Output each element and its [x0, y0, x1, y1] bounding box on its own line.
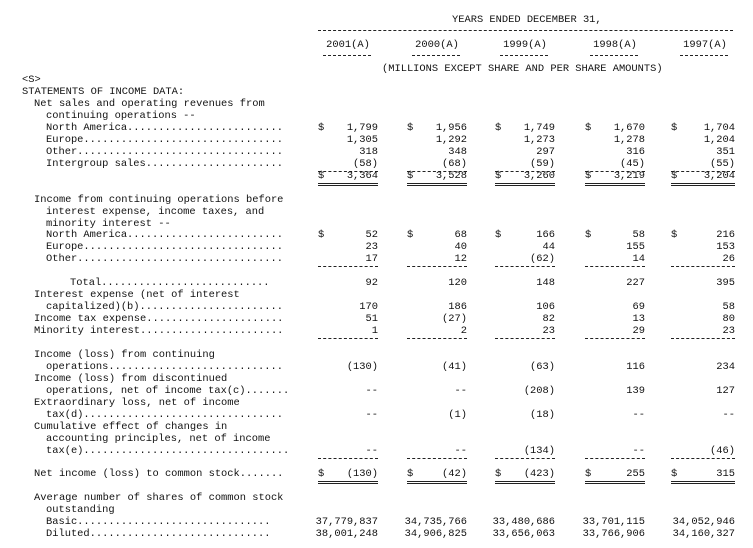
single-rule [671, 458, 735, 459]
single-rule [585, 266, 645, 267]
value-cell: (423) [523, 468, 555, 481]
header-rule [318, 30, 733, 31]
row-label: outstanding [46, 504, 115, 517]
value-cell: 1 [371, 325, 378, 338]
value-cell: (18) [530, 408, 555, 421]
dollar-sign: $ [671, 121, 678, 134]
value-cell: 12 [454, 253, 467, 266]
dollar-sign: $ [671, 169, 678, 182]
value-cell: (130) [346, 468, 378, 481]
double-rule [585, 481, 645, 484]
value-cell: (27) [442, 313, 467, 326]
value-cell: 1,305 [346, 133, 378, 146]
year-underline-4 [680, 55, 728, 56]
value-cell: 3,528 [435, 169, 467, 182]
value-cell: 1,670 [613, 121, 645, 134]
value-cell: 153 [716, 241, 735, 254]
single-rule [671, 266, 735, 267]
value-cell: 1,204 [703, 133, 735, 146]
value-cell: 58 [632, 229, 645, 242]
single-rule [407, 338, 467, 339]
row-label: Other................................. [46, 253, 283, 266]
value-cell: 13 [632, 313, 645, 326]
row-label: Average number of shares of common stock [34, 492, 284, 505]
dollar-sign: $ [585, 121, 592, 134]
value-cell: 33,701,115 [582, 516, 645, 529]
section-title: STATEMENTS OF INCOME DATA: [22, 86, 185, 98]
value-cell: 1,273 [523, 133, 555, 146]
value-cell: 166 [536, 229, 555, 242]
double-rule [495, 183, 555, 186]
value-cell: 23 [722, 325, 735, 338]
row-label: Other................................. [46, 145, 283, 158]
year-header-3: 1998(A) [593, 39, 637, 51]
double-rule [671, 183, 735, 186]
dollar-sign: $ [585, 468, 592, 481]
value-cell: -- [454, 384, 467, 397]
single-rule [495, 338, 555, 339]
value-cell: 1,278 [613, 133, 645, 146]
row-label: Diluted............................. [46, 528, 271, 541]
value-cell: 80 [722, 313, 735, 326]
year-underline-1 [412, 55, 460, 56]
row-label: tax(e)................................. [46, 444, 290, 457]
year-underline-0 [323, 55, 371, 56]
dollar-sign: $ [318, 121, 325, 134]
year-header-0: 2001(A) [326, 39, 370, 51]
value-cell: 3,260 [523, 169, 555, 182]
value-cell: 1,749 [523, 121, 555, 134]
value-cell: (46) [710, 444, 735, 457]
value-cell: 255 [626, 468, 645, 481]
value-cell: 3,204 [703, 169, 735, 182]
value-cell: 395 [716, 277, 735, 290]
dollar-sign: $ [407, 121, 414, 134]
value-cell: (134) [523, 444, 555, 457]
value-cell: -- [454, 444, 467, 457]
value-cell: 23 [542, 325, 555, 338]
value-cell: 52 [365, 229, 378, 242]
row-label: Interest expense (net of interest [34, 289, 240, 302]
value-cell: 120 [448, 277, 467, 290]
value-cell: 3,364 [346, 169, 378, 182]
dollar-sign: $ [585, 229, 592, 242]
single-rule [318, 266, 378, 267]
value-cell: (41) [442, 360, 467, 373]
row-label: continuing operations -- [46, 109, 196, 122]
row-label: Minority interest....................... [34, 325, 284, 338]
value-cell: 1,704 [703, 121, 735, 134]
value-cell: 23 [365, 241, 378, 254]
row-label: tax(d)................................ [46, 408, 283, 421]
value-cell: 38,001,248 [315, 528, 378, 541]
dollar-sign: $ [495, 121, 502, 134]
double-rule [318, 481, 378, 484]
double-rule [495, 481, 555, 484]
year-underline-3 [590, 55, 638, 56]
value-cell: 186 [448, 301, 467, 314]
value-cell: 170 [359, 301, 378, 314]
value-cell: 34,906,825 [404, 528, 467, 541]
value-cell: 33,656,063 [492, 528, 555, 541]
single-rule [407, 266, 467, 267]
double-rule [407, 481, 467, 484]
dollar-sign: $ [407, 468, 414, 481]
value-cell: 315 [716, 468, 735, 481]
row-label: accounting principles, net of income [46, 432, 271, 445]
value-cell: 106 [536, 301, 555, 314]
dollar-sign: $ [407, 169, 414, 182]
dollar-sign: $ [671, 468, 678, 481]
value-cell: 1,799 [346, 121, 378, 134]
value-cell: 58 [722, 301, 735, 314]
dollar-sign: $ [495, 229, 502, 242]
value-cell: 33,480,686 [492, 516, 555, 529]
dollar-sign: $ [671, 229, 678, 242]
value-cell: 2 [460, 325, 467, 338]
row-label: capitalized)(b)....................... [46, 301, 283, 314]
double-rule [585, 183, 645, 186]
value-cell: 68 [454, 229, 467, 242]
row-label: North America......................... [46, 229, 283, 242]
row-label: minority interest -- [46, 217, 171, 230]
double-rule [407, 183, 467, 186]
value-cell: (208) [523, 384, 555, 397]
s-tag: <S> [22, 74, 41, 86]
dollar-sign: $ [495, 468, 502, 481]
value-cell: 34,160,327 [672, 528, 735, 541]
row-label: North America......................... [46, 121, 283, 134]
single-rule [671, 338, 735, 339]
single-rule [495, 458, 555, 459]
value-cell: 351 [716, 145, 735, 158]
year-header-2: 1999(A) [503, 39, 547, 51]
row-label: Intergroup sales...................... [46, 157, 283, 170]
value-cell: 3,219 [613, 169, 645, 182]
row-label: operations, net of income tax(c)....... [46, 384, 290, 397]
value-cell: 216 [716, 229, 735, 242]
row-label: Europe................................ [46, 133, 283, 146]
row-label: Net sales and operating revenues from [34, 98, 265, 110]
value-cell: 116 [626, 360, 645, 373]
row-label: interest expense, income taxes, and [46, 205, 265, 218]
units-note: (MILLIONS EXCEPT SHARE AND PER SHARE AMOUNTS) [382, 63, 663, 75]
value-cell: 26 [722, 253, 735, 266]
value-cell: 51 [365, 313, 378, 326]
row-label: Europe................................ [46, 241, 283, 254]
double-rule [318, 183, 378, 186]
value-cell: 155 [626, 241, 645, 254]
value-cell: (130) [346, 360, 378, 373]
value-cell: 40 [454, 241, 467, 254]
row-label: Income (loss) from discontinued [34, 372, 228, 385]
single-rule [407, 458, 467, 459]
value-cell: (42) [442, 468, 467, 481]
value-cell: 297 [536, 145, 555, 158]
value-cell: (63) [530, 360, 555, 373]
single-rule [318, 458, 378, 459]
double-rule [671, 481, 735, 484]
dollar-sign: $ [318, 468, 325, 481]
value-cell: 318 [359, 145, 378, 158]
dollar-sign: $ [318, 229, 325, 242]
value-cell: (58) [353, 157, 378, 170]
year-header-4: 1997(A) [683, 39, 727, 51]
single-rule [585, 458, 645, 459]
row-label: Cumulative effect of changes in [34, 420, 228, 433]
year-underline-2 [500, 55, 548, 56]
value-cell: -- [722, 408, 735, 421]
value-cell: (59) [530, 157, 555, 170]
value-cell: -- [365, 408, 378, 421]
value-cell: (1) [448, 408, 467, 421]
row-label: Income (loss) from continuing [34, 348, 215, 361]
value-cell: 92 [365, 277, 378, 290]
value-cell: -- [632, 444, 645, 457]
row-label: Income tax expense...................... [34, 313, 284, 326]
row-label: operations............................ [46, 360, 283, 373]
row-label: Income from continuing operations before [34, 193, 284, 206]
value-cell: -- [365, 384, 378, 397]
value-cell: 69 [632, 301, 645, 314]
row-label: Total........................... [70, 277, 270, 290]
row-label: Basic............................... [46, 516, 271, 529]
value-cell: (45) [620, 157, 645, 170]
value-cell: 1,956 [435, 121, 467, 134]
years-ended-title: YEARS ENDED DECEMBER 31, [452, 14, 602, 26]
dollar-sign: $ [407, 229, 414, 242]
value-cell: 127 [716, 384, 735, 397]
dollar-sign: $ [318, 169, 325, 182]
value-cell: (55) [710, 157, 735, 170]
value-cell: 14 [632, 253, 645, 266]
dollar-sign: $ [495, 169, 502, 182]
value-cell: 316 [626, 145, 645, 158]
value-cell: 139 [626, 384, 645, 397]
value-cell: 234 [716, 360, 735, 373]
value-cell: (62) [530, 253, 555, 266]
row-label: Net income (loss) to common stock....... [34, 468, 284, 481]
value-cell: 34,735,766 [404, 516, 467, 529]
value-cell: 227 [626, 277, 645, 290]
value-cell: 34,052,946 [672, 516, 735, 529]
value-cell: 33,766,906 [582, 528, 645, 541]
value-cell: 17 [365, 253, 378, 266]
single-rule [318, 338, 378, 339]
value-cell: -- [632, 408, 645, 421]
value-cell: (68) [442, 157, 467, 170]
value-cell: -- [365, 444, 378, 457]
value-cell: 148 [536, 277, 555, 290]
single-rule [585, 338, 645, 339]
value-cell: 44 [542, 241, 555, 254]
value-cell: 348 [448, 145, 467, 158]
value-cell: 29 [632, 325, 645, 338]
value-cell: 1,292 [435, 133, 467, 146]
value-cell: 82 [542, 313, 555, 326]
row-label: Extraordinary loss, net of income [34, 396, 240, 409]
single-rule [495, 266, 555, 267]
dollar-sign: $ [585, 169, 592, 182]
value-cell: 37,779,837 [315, 516, 378, 529]
year-header-1: 2000(A) [415, 39, 459, 51]
